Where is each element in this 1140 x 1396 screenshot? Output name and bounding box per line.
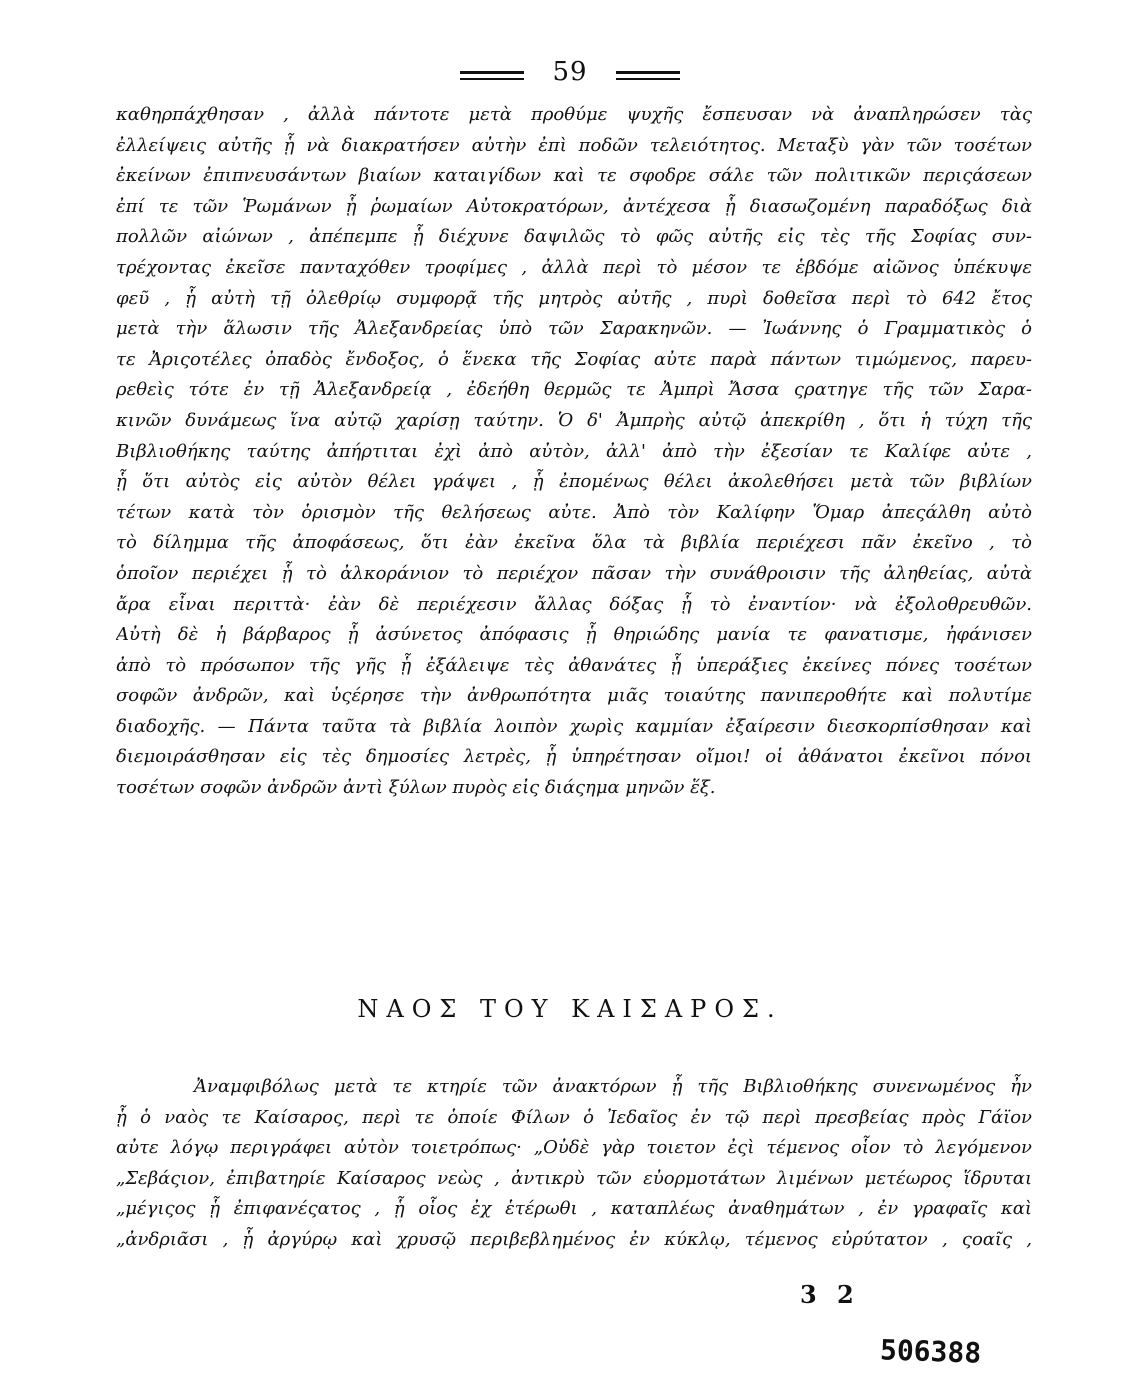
section-title: ΝΑΟΣ ΤΟΥ ΚΑΙΣΑΡΟΣ. xyxy=(357,995,783,1023)
text-line: ἀπὸ τὸ πρόσωπον τῆς γῆς ᾗ ἐξάλειψε τὲς ἀθανάτες ᾗ ὑπεράξιες ἐκείνες πόνες τοσέτων xyxy=(116,654,1032,676)
text-line: „Σεβάςιον, ἐπιβατηρίε Καίσαρος νεὼς , ἀντικρὺ τῶν εὐορμοτάτων λιμένων μετέωρος ἵδρυται xyxy=(116,1167,1032,1189)
text-line: „ἀνδριᾶσι , ᾗ ἀργύρῳ καὶ χρυσῷ περιβεβλημένος ἐν κύκλῳ, τέμενος εὐρύτατον , ςοαῖς , xyxy=(116,1228,1032,1250)
text-line: διεμοιράσθησαν εἰς τὲς δημοσίες λετρὲς, ᾗ ὑπηρέτησαν οἴμοι! οἱ ἀθάνατοι ἐκεῖνοι πόνοι xyxy=(116,746,1032,768)
paragraph-2 xyxy=(116,1072,1032,1256)
text-line: ᾗ ὅτι αὐτὸς εἰς αὐτὸν θέλει γράψει , ᾗ ἐπομένως θέλει ἀκολεθήσει μετὰ τῶν βιβλίων xyxy=(116,471,1032,493)
text-line: ὁποῖον περιέχει ᾗ τὸ ἀλκοράνιον τὸ περιέχον πᾶσαν τὴν συνάθροισιν τῆς ἀληθείας, αὐτὰ xyxy=(116,562,1032,584)
signature-mark: 3 2 xyxy=(800,1280,860,1309)
text-line: ἐπί τε τῶν Ῥωμάνων ᾗ ῥωμαίων Αὐτοκρατόρων, ἀντέχεσα ᾗ διασωζομένη παραδόξως διὰ xyxy=(116,195,1032,217)
text-line: μετὰ τὴν ἅλωσιν τῆς Ἀλεξανδρείας ὑπὸ τῶν Σαρακηνῶν. — Ἰωάννης ὁ Γραμματικὸς ὁ xyxy=(116,318,1032,340)
text-line: τοσέτων σοφῶν ἀνδρῶν ἀντὶ ξύλων πυρὸς εἰς διάςημα μηνῶν ἕξ. xyxy=(116,777,716,799)
header-rule-right xyxy=(616,71,680,74)
text-line: ᾗ ὁ ναὸς τε Καίσαρος, περὶ τε ὁποίε Φίλων ὁ Ἰεδαῖος ἐν τῷ περὶ πρεσβείας πρὸς Γάϊον xyxy=(116,1106,1032,1128)
text-line: πολλῶν αἰώνων , ἀπέπεμπε ᾗ διέχυνε δαψιλῶς τὸ φῶς αὐτῆς εἰς τὲς τῆς Σοφίας συν- xyxy=(116,226,1032,248)
page-number: 59 xyxy=(552,57,588,87)
page-header xyxy=(0,52,1140,92)
text-line: σοφῶν ἀνδρῶν, καὶ ὑςέρησε τὴν ἀνθρωπότητα μιᾶς τοιαύτης πανιπεροθήτε καὶ πολυτίμε xyxy=(116,685,1032,707)
library-stamp: 506388 xyxy=(879,1333,982,1370)
text-line: τρέχοντας ἐκεῖσε πανταχόθεν τροφίμες , ἀλλὰ περὶ τὸ μέσον τε ἑβδόμε αἰῶνος ὑπέκυψε xyxy=(116,256,1032,278)
text-line: τε Ἀριςοτέλες ὀπαδὸς ἔνδοξος, ὁ ἕνεκα τῆς Σοφίας αὐτε παρὰ πάντων τιμώμενος, παρευ- xyxy=(116,348,1032,370)
text-line: ρεθεὶς τότε ἐν τῇ Ἀλεξανδρείᾳ , ἐδεήθη θερμῶς τε Ἀμπρὶ Ἄσσα ςρατηγε τῆς τῶν Σαρα- xyxy=(116,379,1032,401)
text-line: διαδοχῆς. — Πάντα ταῦτα τὰ βιβλία λοιπὸν χωρὶς καμμίαν ἐξαίρεσιν διεσκορπίσθησαν καὶ xyxy=(116,715,1032,737)
header-rule-left xyxy=(460,71,524,74)
text-line: τὸ δίλημμα τῆς ἀποφάσεως, ὅτι ἐὰν ἐκεῖνα ὅλα τὰ βιβλία περιέχεσι πᾶν ἐκεῖνο , τὸ xyxy=(116,532,1032,554)
text-line: „μέγιςος ᾗ ἐπιφανέςατος , ᾗ οἷος ἐχ ἑτέρωθι , καταπλέως ἀναθημάτων , ἐν γραφαῖς καὶ xyxy=(116,1198,1032,1220)
text-line: φεῦ , ᾗ αὐτὴ τῇ ὀλεθρίῳ συμφορᾷ τῆς μητρὸς αὐτῆς , πυρὶ δοθεῖσα περὶ τὸ 642 ἔτος xyxy=(116,287,1032,309)
text-line: καθηρπάχθησαν , ἀλλὰ πάντοτε μετὰ προθύμε ψυχῆς ἔσπευσαν νὰ ἀναπληρώσεν τὰς xyxy=(116,104,1032,125)
text-line: ἄρα εἶναι περιττὰ· ἐὰν δὲ περιέχεσιν ἄλλας δόξας ᾗ τὸ ἐναντίον· νὰ ἐξολοθρευθῶν. xyxy=(116,593,1032,615)
text-line: Ἀναμφιβόλως μετὰ τε κτηρίε τῶν ἀνακτόρων ᾗ τῆς Βιβλιοθήκης συνενωμένος ἦν xyxy=(194,1076,1032,1097)
text-line: αὐτε λόγῳ περιγράφει αὐτὸν τοιετρόπως· „Οὐδὲ γὰρ τοιετον ἐςὶ τέμενος οἷον τὸ λεγόμενον xyxy=(116,1137,1032,1159)
text-line: Βιβλιοθήκης ταύτης ἀπήρτιται ἐχὶ ἀπὸ αὐτὸν, ἀλλ' ἀπὸ τὴν ἐξεσίαν τε Καλίφε αὐτε , xyxy=(116,440,1032,462)
text-line: ἐλλείψεις αὐτῆς ᾗ νὰ διακρατήσεν αὐτὴν ἐπὶ ποδῶν τελειότητος. Μεταξὺ γὰν τῶν τοσέτων xyxy=(116,134,1032,156)
text-line: τέτων κατὰ τὸν ὁρισμὸν τῆς θελήσεως αὐτε. Ἀπὸ τὸν Καλίφην Ὅμαρ ἀπεςάλθη αὐτὸ xyxy=(116,501,1032,523)
paragraph-1 xyxy=(116,100,1032,804)
text-line: Αὐτὴ δὲ ἡ βάρβαρος ᾗ ἀσύνετος ἀπόφασις ᾗ θηριώδης μανία τε φανατισμε, ἠφάνισεν xyxy=(116,624,1032,646)
text-line: κινῶν δυνάμεως ἵνα αὐτῷ χαρίσῃ ταύτην. Ὁ δ' Ἀμπρὴς αὐτῷ ἀπεκρίθη , ὅτι ἡ τύχη τῆς xyxy=(116,409,1032,431)
text-line: ἐκείνων ἐπιπνευσάντων βιαίων καταιγίδων καὶ τε σφοδρε σάλε τῶν πολιτικῶν περιςάσεων xyxy=(116,165,1032,187)
